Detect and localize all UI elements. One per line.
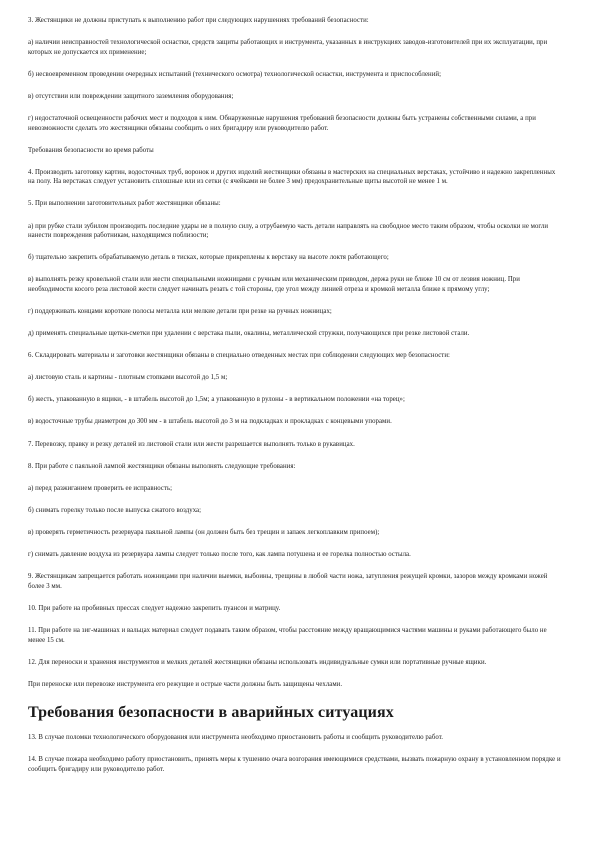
document-page [28, 16, 562, 787]
paragraph-3b: б) несвоевременном проведении очередных испытаний (технического осмотра) технологической оснастки, инструмента и приспособлений; [28, 70, 442, 78]
paragraph-item-5: 5. При выполнении заготовительных работ жестянщики обязаны: [28, 200, 221, 208]
paragraph-item-8: 8. При работе с паяльной лампой жестянщики обязаны выполнять следующие требования: [28, 462, 296, 470]
paragraph-8v: в) проверять герметичность резервуара паяльной лампы (он должен быть без трещин и запаек легкоплавким припоем); [28, 528, 380, 536]
paragraph-3v: в) отсутствии или повреждении защитного заземления оборудования; [28, 92, 234, 100]
paragraph-3a: а) наличии неисправностей технологической оснастки, средств защиты работающих и инструмента, указанных в инструкциях заводов-изготовителей при их эксплуатации, при которых не допускается их применение; [28, 39, 548, 56]
paragraph-item-14: 14. В случае пожара необходимо работу приостановить, принять меры к тушению очага возгорания имеющимися средствами, вызвать пожарную охрану в установленном порядке и сообщить бригадиру или руководителю работ. [28, 756, 561, 773]
paragraph-item-7: 7. Перевозку, правку и резку деталей из листовой стали или жести разрешается выполнять только в рукавицах. [28, 440, 355, 448]
paragraph-3g: г) недостаточной освещенности рабочих мест и подходов к ним. Обнаруженные нарушения требований безопасности должны быть устранены собственными силами, а при невозможности сделать это жестянщики обязаны сообщить о них бригадиру или руководителю работ. [28, 114, 536, 132]
paragraph-5d: д) применять специальные щетки-сметки при удалении с верстака пыли, окалины, металлической стружки, получающихся при резке листовой стали. [28, 330, 470, 338]
paragraph-item-12: 12. Для переноски и хранения инструментов и мелких деталей жестянщики обязаны использовать индивидуальные сумки или портативные ручные ящики. [28, 658, 487, 666]
paragraph-item-3: 3. Жестянщики не должны приступать к выполнению работ при следующих нарушениях требований безопасности: [28, 17, 369, 24]
paragraph-5b: б) тщательно закрепить обрабатываемую деталь в тисках, которые прикреплены к верстаку на высоте локтя работающего; [28, 254, 389, 262]
paragraph-item-13: 13. В случае поломки технологического оборудования или инструмента необходимо приостановить работы и сообщить руководителю работ. [28, 734, 443, 742]
subsection-title-during-work: Требования безопасности во время работы [28, 146, 154, 154]
paragraph-item-11: 11. При работе на зиг-машинах и вальцах материал следует подавать таким образом, чтобы расстояние между вращающимися частями машины и руками работающего было не менее 15 см. [28, 626, 547, 644]
paragraph-5a: а) при рубке стали зубилом производить последние удары не в полную силу, а отрубаемую часть детали направлять на свободное место таким образом, чтобы осколки не могли нанести повреждения работникам, находящимся поблизости; [28, 222, 549, 240]
paragraph-6v: в) водосточные трубы диаметром до 300 мм - в штабель высотой до 3 м на подкладках и прокладках с концевыми упорами. [28, 418, 392, 426]
section-heading-emergency: Требования безопасности в аварийных ситуациях [28, 704, 394, 722]
paragraph-5g: г) поддерживать концами короткие полосы металла или мелкие детали при резке на ручных ножницах; [28, 308, 332, 315]
paragraph-item-9: 9. Жестянщикам запрещается работать ножницами при наличии выемки, выбоины, трещины в любой части ножа, затупления режущей кромки, зазоров между кромками ножей более 3 мм. [28, 573, 548, 590]
paragraph-transport-note: При переноске или перевозке инструмента его режущие и острые части должны быть защищены чехлами. [28, 680, 343, 688]
paragraph-8b: б) снимать горелку только после выпуска сжатого воздуха; [28, 506, 202, 514]
paragraph-6b: б) жесть, упакованную в ящики, - в штабель высотой до 1,5м; а упакованную в рулоны - в вертикальном положении «на торец»; [28, 396, 405, 404]
paragraph-8g: г) снимать давление воздуха из резервуара лампы следует только после того, как лампа потушена и ее горелка полностью остыла. [28, 551, 411, 559]
paragraph-item-10: 10. При работе на пробивных прессах следует надежно закрепить пуансон и матрицу. [28, 604, 281, 612]
paragraph-8a: а) перед разжиганием проверить ее исправность; [28, 484, 173, 492]
paragraph-5v: в) выполнять резку кровельной стали или жести специальными ножницами с ручным или механическим приводом, держа руки не ближе 10 см от лезвия ножниц. При необходимости косого реза листовой жести следует начинать резать с той стороны, где угол между линией отреза и кромкой металла ближе к прямому углу; [28, 276, 520, 293]
paragraph-item-4: 4. Производить заготовку картин, водосточных труб, воронок и других изделий жестянщики обязаны в мастерских на специальных верстаках, устойчиво и надежно закрепленных на полу. На верстаках следует установить сплошные или из сетки (с ячейками не более 3 мм) предохранительные щиты высотой не менее 1 м. [28, 168, 556, 186]
paragraph-6a: а) листовую сталь и картины - плотным стопками высотой до 1,5 м; [28, 374, 228, 382]
paragraph-item-6: 6. Складировать материалы и заготовки жестянщики обязаны в специально отведенных местах при соблюдении следующих мер безопасности: [28, 352, 450, 360]
